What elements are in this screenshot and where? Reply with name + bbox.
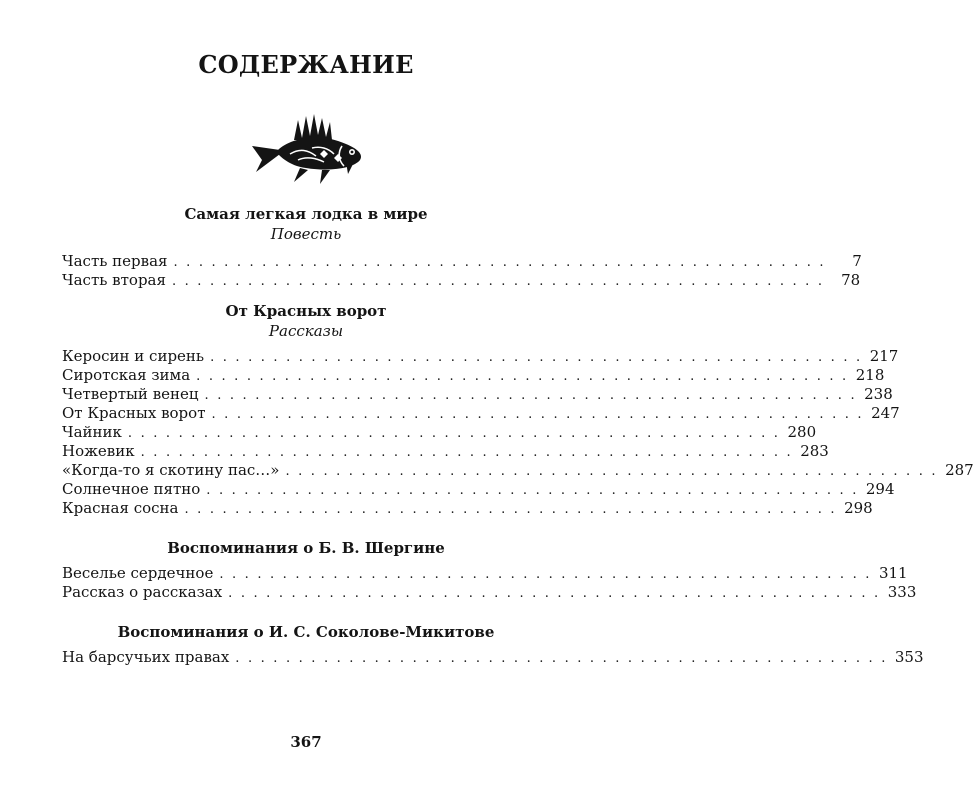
entry-page: 353	[894, 648, 924, 666]
entry-page: 287	[945, 461, 974, 479]
toc-entry[interactable]: Керосин и сирень . . . . . . . . . . . . . . . . . . . . . . . . . . . . . . . . . . . . . . . . . . . . . . . . . . . . 217	[62, 347, 899, 365]
toc-entry[interactable]: Веселье сердечное . . . . . . . . . . . . . . . . . . . . . . . . . . . . . . . . . . . . . . . . . . . . . . . . . . . . 311	[62, 564, 908, 582]
entry-page: 78	[841, 271, 861, 289]
entry-title: «Когда-то я скотину пас…»	[62, 461, 280, 479]
toc-entry[interactable]: Красная сосна . . . . . . . . . . . . . . . . . . . . . . . . . . . . . . . . . . . . . . . . . . . . . . . . . . . . 298	[62, 499, 873, 517]
toc-entries	[62, 347, 974, 518]
entry-page: 7	[852, 252, 862, 270]
entry-title: Ножевик	[62, 442, 135, 460]
toc-entry[interactable]: Четвертый венец . . . . . . . . . . . . . . . . . . . . . . . . . . . . . . . . . . . . . . . . . . . . . . . . . . . . 238	[62, 385, 893, 403]
entry-title: Часть вторая	[62, 271, 166, 289]
toc-entries	[62, 564, 917, 602]
toc-entry[interactable]: Ножевик . . . . . . . . . . . . . . . . . . . . . . . . . . . . . . . . . . . . . . . . . . . . . . . . . . . . 283	[62, 442, 829, 460]
toc-entry[interactable]: Рассказ о рассказах . . . . . . . . . . . . . . . . . . . . . . . . . . . . . . . . . . . . . . . . . . . . . . . . . . . . 333	[62, 583, 917, 601]
fish-icon	[250, 110, 368, 190]
entry-title: Красная сосна	[62, 499, 179, 517]
entry-title: На барсучьих правах	[62, 648, 230, 666]
entry-title: Рассказ о рассказах	[62, 583, 223, 601]
entry-page: 294	[865, 480, 895, 498]
entry-title: Сиротская зима	[62, 366, 191, 384]
entry-page: 217	[869, 347, 899, 365]
section-title: Воспоминания о И. С. Соколове-Микитове	[117, 623, 495, 641]
section-title: От Красных ворот	[225, 302, 387, 320]
toc-entry[interactable]: Часть первая . . . . . . . . . . . . . . . . . . . . . . . . . . . . . . . . . . . . . . . . . . . . . . . . . . . . 7	[62, 252, 862, 270]
toc-entries	[62, 648, 924, 667]
entry-title: Чайник	[62, 423, 122, 441]
section-subtitle: Повесть	[270, 225, 342, 243]
entry-title: Часть первая	[62, 252, 168, 270]
entry-title: Керосин и сирень	[62, 347, 205, 365]
entry-page: 333	[887, 583, 917, 601]
entry-page: 238	[864, 385, 893, 403]
section-title: Воспоминания о Б. В. Шергине	[167, 539, 445, 557]
toc-entry[interactable]: Чайник . . . . . . . . . . . . . . . . . . . . . . . . . . . . . . . . . . . . . . . . . . . . . . . . . . . . 280	[62, 423, 817, 441]
entry-title: Солнечное пятно	[62, 480, 201, 498]
entry-page: 247	[871, 404, 900, 422]
toc-entry[interactable]: От Красных ворот . . . . . . . . . . . . . . . . . . . . . . . . . . . . . . . . . . . . . . . . . . . . . . . . . . . . 247	[62, 404, 900, 422]
entry-title: От Красных ворот	[62, 404, 206, 422]
entry-page: 218	[855, 366, 885, 384]
entry-page: 311	[878, 564, 908, 582]
page-number: 367	[290, 733, 322, 751]
toc-entry[interactable]: «Когда-то я скотину пас…» . . . . . . . . . . . . . . . . . . . . . . . . . . . . . . . . . . . . . . . . . . . . . . . . . . . . 287	[62, 461, 974, 479]
entry-page: 298	[844, 499, 873, 517]
entry-page: 283	[800, 442, 829, 460]
toc-entry[interactable]: Солнечное пятно . . . . . . . . . . . . . . . . . . . . . . . . . . . . . . . . . . . . . . . . . . . . . . . . . . . . 294	[62, 480, 895, 498]
toc-entry[interactable]: Сиротская зима . . . . . . . . . . . . . . . . . . . . . . . . . . . . . . . . . . . . . . . . . . . . . . . . . . . . 218	[62, 366, 885, 384]
page-title: СОДЕРЖАНИЕ	[198, 50, 414, 79]
toc-entries	[62, 252, 862, 290]
entry-title: Четвертый венец	[62, 385, 199, 403]
toc-entry[interactable]: Часть вторая . . . . . . . . . . . . . . . . . . . . . . . . . . . . . . . . . . . . . . . . . . . . . . . . . . . . 78	[62, 271, 861, 289]
section-subtitle: Рассказы	[268, 322, 344, 340]
section-title: Самая легкая лодка в мире	[184, 205, 428, 223]
toc-entry[interactable]: На барсучьих правах . . . . . . . . . . . . . . . . . . . . . . . . . . . . . . . . . . . . . . . . . . . . . . . . . . . . 353	[62, 648, 924, 666]
entry-page: 280	[787, 423, 817, 441]
entry-title: Веселье сердечное	[62, 564, 214, 582]
